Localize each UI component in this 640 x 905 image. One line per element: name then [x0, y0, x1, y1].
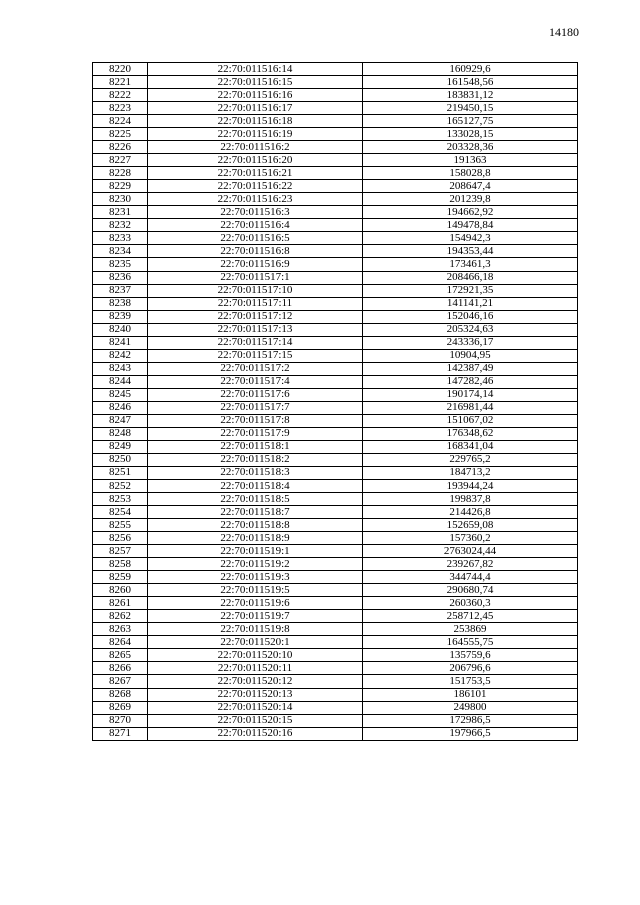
- cadastral-number-cell: 22:70:011517:14: [148, 336, 363, 349]
- cadastral-value-cell: 253869: [363, 623, 578, 636]
- row-number-cell: 8265: [93, 649, 148, 662]
- row-number-cell: 8263: [93, 623, 148, 636]
- cadastral-value-cell: 152659,08: [363, 519, 578, 532]
- table-row: [93, 258, 578, 271]
- table-row: [93, 349, 578, 362]
- table-row: [93, 76, 578, 89]
- table-row: [93, 610, 578, 623]
- row-number-cell: 8224: [93, 115, 148, 128]
- row-number-cell: 8251: [93, 466, 148, 479]
- row-number-cell: 8222: [93, 89, 148, 102]
- cadastral-number-cell: 22:70:011517:1: [148, 271, 363, 284]
- row-number-cell: 8231: [93, 206, 148, 219]
- cadastral-value-cell: 216981,44: [363, 401, 578, 414]
- row-number-cell: 8247: [93, 414, 148, 427]
- table-row: [93, 310, 578, 323]
- row-number-cell: 8240: [93, 323, 148, 336]
- cadastral-value-cell: 344744,4: [363, 571, 578, 584]
- cadastral-number-cell: 22:70:011518:7: [148, 506, 363, 519]
- table-row: [93, 141, 578, 154]
- cadastral-number-cell: 22:70:011516:23: [148, 193, 363, 206]
- row-number-cell: 8220: [93, 63, 148, 76]
- table-row: [93, 466, 578, 479]
- table-row: [93, 545, 578, 558]
- cadastral-value-cell: 173461,3: [363, 258, 578, 271]
- table-row: [93, 453, 578, 466]
- cadastral-value-cell: 239267,82: [363, 558, 578, 571]
- cadastral-number-cell: 22:70:011517:9: [148, 427, 363, 440]
- table-row: [93, 63, 578, 76]
- row-number-cell: 8227: [93, 154, 148, 167]
- row-number-cell: 8264: [93, 636, 148, 649]
- cadastral-number-cell: 22:70:011518:1: [148, 440, 363, 453]
- cadastral-value-cell: 260360,3: [363, 597, 578, 610]
- cadastral-value-cell: 157360,2: [363, 532, 578, 545]
- cadastral-number-cell: 22:70:011516:5: [148, 232, 363, 245]
- cadastral-number-cell: 22:70:011520:11: [148, 662, 363, 675]
- table-row: [93, 271, 578, 284]
- cadastral-number-cell: 22:70:011516:8: [148, 245, 363, 258]
- cadastral-value-cell: 154942,3: [363, 232, 578, 245]
- row-number-cell: 8269: [93, 701, 148, 714]
- row-number-cell: 8235: [93, 258, 148, 271]
- table-row: [93, 480, 578, 493]
- cadastral-value-cell: 194662,92: [363, 206, 578, 219]
- cadastral-number-cell: 22:70:011516:22: [148, 180, 363, 193]
- table-row: [93, 532, 578, 545]
- row-number-cell: 8268: [93, 688, 148, 701]
- cadastral-number-cell: 22:70:011517:15: [148, 349, 363, 362]
- cadastral-number-cell: 22:70:011520:10: [148, 649, 363, 662]
- row-number-cell: 8249: [93, 440, 148, 453]
- cadastral-value-cell: 199837,8: [363, 493, 578, 506]
- cadastral-number-cell: 22:70:011517:6: [148, 388, 363, 401]
- cadastral-number-cell: 22:70:011517:10: [148, 284, 363, 297]
- cadastral-number-cell: 22:70:011518:2: [148, 453, 363, 466]
- cadastral-number-cell: 22:70:011518:9: [148, 532, 363, 545]
- cadastral-value-cell: 133028,15: [363, 128, 578, 141]
- cadastral-number-cell: 22:70:011519:8: [148, 623, 363, 636]
- cadastral-value-cell: 151067,02: [363, 414, 578, 427]
- table-row: [93, 714, 578, 727]
- cadastral-number-cell: 22:70:011517:2: [148, 362, 363, 375]
- table-row: [93, 180, 578, 193]
- cadastral-number-cell: 22:70:011517:8: [148, 414, 363, 427]
- row-number-cell: 8241: [93, 336, 148, 349]
- cadastral-value-cell: 160929,6: [363, 63, 578, 76]
- cadastral-value-cell: 172921,35: [363, 284, 578, 297]
- table-row: [93, 675, 578, 688]
- table-row: [93, 193, 578, 206]
- table-row: [93, 102, 578, 115]
- cadastral-value-cell: 164555,75: [363, 636, 578, 649]
- row-number-cell: 8250: [93, 453, 148, 466]
- cadastral-number-cell: 22:70:011517:12: [148, 310, 363, 323]
- cadastral-number-cell: 22:70:011519:2: [148, 558, 363, 571]
- row-number-cell: 8257: [93, 545, 148, 558]
- cadastral-value-cell: 152046,16: [363, 310, 578, 323]
- cadastral-number-cell: 22:70:011520:12: [148, 675, 363, 688]
- cadastral-value-cell: 151753,5: [363, 675, 578, 688]
- cadastral-value-cell: 194353,44: [363, 245, 578, 258]
- table-body: [93, 63, 578, 741]
- cadastral-number-cell: 22:70:011519:1: [148, 545, 363, 558]
- table-row: [93, 206, 578, 219]
- row-number-cell: 8255: [93, 519, 148, 532]
- row-number-cell: 8248: [93, 427, 148, 440]
- cadastral-number-cell: 22:70:011516:18: [148, 115, 363, 128]
- table-row: [93, 128, 578, 141]
- row-number-cell: 8221: [93, 76, 148, 89]
- table-row: [93, 623, 578, 636]
- cadastral-value-cell: 186101: [363, 688, 578, 701]
- cadastral-value-cell: 158028,8: [363, 167, 578, 180]
- row-number-cell: 8234: [93, 245, 148, 258]
- cadastral-number-cell: 22:70:011519:7: [148, 610, 363, 623]
- cadastral-value-cell: 135759,6: [363, 649, 578, 662]
- table-row: [93, 584, 578, 597]
- cadastral-value-cell: 168341,04: [363, 440, 578, 453]
- row-number-cell: 8270: [93, 714, 148, 727]
- cadastral-number-cell: 22:70:011516:3: [148, 206, 363, 219]
- row-number-cell: 8260: [93, 584, 148, 597]
- cadastral-number-cell: 22:70:011517:7: [148, 401, 363, 414]
- row-number-cell: 8267: [93, 675, 148, 688]
- cadastral-value-cell: 10904,95: [363, 349, 578, 362]
- table-row: [93, 688, 578, 701]
- cadastral-value-cell: 206796,6: [363, 662, 578, 675]
- row-number-cell: 8245: [93, 388, 148, 401]
- row-number-cell: 8261: [93, 597, 148, 610]
- cadastral-number-cell: 22:70:011520:14: [148, 701, 363, 714]
- table-row: [93, 493, 578, 506]
- table-row: [93, 388, 578, 401]
- cadastral-number-cell: 22:70:011519:6: [148, 597, 363, 610]
- cadastral-number-cell: 22:70:011516:19: [148, 128, 363, 141]
- row-number-cell: 8225: [93, 128, 148, 141]
- table-row: [93, 284, 578, 297]
- cadastral-value-cell: 176348,62: [363, 427, 578, 440]
- row-number-cell: 8254: [93, 506, 148, 519]
- cadastral-number-cell: 22:70:011520:1: [148, 636, 363, 649]
- cadastral-value-cell: 229765,2: [363, 453, 578, 466]
- table-row: [93, 323, 578, 336]
- cadastral-value-cell: 2763024,44: [363, 545, 578, 558]
- cadastral-value-cell: 208647,4: [363, 180, 578, 193]
- row-number-cell: 8259: [93, 571, 148, 584]
- cadastral-value-cell: 290680,74: [363, 584, 578, 597]
- cadastral-number-cell: 22:70:011518:4: [148, 480, 363, 493]
- cadastral-value-cell: 183831,12: [363, 89, 578, 102]
- table-row: [93, 362, 578, 375]
- row-number-cell: 8232: [93, 219, 148, 232]
- row-number-cell: 8244: [93, 375, 148, 388]
- table-row: [93, 440, 578, 453]
- row-number-cell: 8246: [93, 401, 148, 414]
- row-number-cell: 8233: [93, 232, 148, 245]
- table-row: [93, 427, 578, 440]
- table-row: [93, 232, 578, 245]
- table-row: [93, 89, 578, 102]
- cadastral-number-cell: 22:70:011518:8: [148, 519, 363, 532]
- cadastral-value-cell: 197966,5: [363, 727, 578, 740]
- cadastral-number-cell: 22:70:011517:4: [148, 375, 363, 388]
- table-row: [93, 219, 578, 232]
- row-number-cell: 8226: [93, 141, 148, 154]
- table-row: [93, 558, 578, 571]
- cadastral-number-cell: 22:70:011516:4: [148, 219, 363, 232]
- cadastral-number-cell: 22:70:011516:16: [148, 89, 363, 102]
- table-row: [93, 375, 578, 388]
- table-row: [93, 506, 578, 519]
- cadastral-number-cell: 22:70:011516:21: [148, 167, 363, 180]
- cadastral-number-cell: 22:70:011516:9: [148, 258, 363, 271]
- cadastral-number-cell: 22:70:011516:15: [148, 76, 363, 89]
- row-number-cell: 8237: [93, 284, 148, 297]
- row-number-cell: 8229: [93, 180, 148, 193]
- cadastral-number-cell: 22:70:011516:2: [148, 141, 363, 154]
- cadastral-value-cell: 161548,56: [363, 76, 578, 89]
- row-number-cell: 8262: [93, 610, 148, 623]
- table-row: [93, 336, 578, 349]
- cadastral-value-cell: 149478,84: [363, 219, 578, 232]
- cadastral-number-cell: 22:70:011518:3: [148, 466, 363, 479]
- table-row: [93, 636, 578, 649]
- cadastral-value-cell: 219450,15: [363, 102, 578, 115]
- table-row: [93, 167, 578, 180]
- cadastral-value-cell: 214426,8: [363, 506, 578, 519]
- row-number-cell: 8239: [93, 310, 148, 323]
- table-row: [93, 519, 578, 532]
- cadastral-value-cell: 141141,21: [363, 297, 578, 310]
- cadastral-value-cell: 205324,63: [363, 323, 578, 336]
- table-row: [93, 662, 578, 675]
- cadastral-value-cell: 172986,5: [363, 714, 578, 727]
- table-row: [93, 115, 578, 128]
- cadastral-value-cell: 193944,24: [363, 480, 578, 493]
- cadastral-value-cell: 208466,18: [363, 271, 578, 284]
- row-number-cell: 8258: [93, 558, 148, 571]
- cadastral-value-cell: 201239,8: [363, 193, 578, 206]
- cadastral-number-cell: 22:70:011519:5: [148, 584, 363, 597]
- table-row: [93, 649, 578, 662]
- table-row: [93, 154, 578, 167]
- row-number-cell: 8236: [93, 271, 148, 284]
- table-row: [93, 401, 578, 414]
- row-number-cell: 8223: [93, 102, 148, 115]
- cadastral-number-cell: 22:70:011518:5: [148, 493, 363, 506]
- table-row: [93, 701, 578, 714]
- table-row: [93, 571, 578, 584]
- cadastral-value-cell: 249800: [363, 701, 578, 714]
- cadastral-number-cell: 22:70:011519:3: [148, 571, 363, 584]
- table-row: [93, 297, 578, 310]
- table-row: [93, 414, 578, 427]
- table-row: [93, 727, 578, 740]
- row-number-cell: 8238: [93, 297, 148, 310]
- cadastral-value-cell: 243336,17: [363, 336, 578, 349]
- cadastral-number-cell: 22:70:011517:11: [148, 297, 363, 310]
- cadastral-number-cell: 22:70:011516:14: [148, 63, 363, 76]
- row-number-cell: 8253: [93, 493, 148, 506]
- table-row: [93, 245, 578, 258]
- cadastral-value-cell: 258712,45: [363, 610, 578, 623]
- cadastral-value-cell: 203328,36: [363, 141, 578, 154]
- cadastral-value-cell: 190174,14: [363, 388, 578, 401]
- cadastral-value-cell: 184713,2: [363, 466, 578, 479]
- cadastral-value-cell: 142387,49: [363, 362, 578, 375]
- cadastral-value-cell: 165127,75: [363, 115, 578, 128]
- cadastral-number-cell: 22:70:011520:15: [148, 714, 363, 727]
- cadastral-value-cell: 147282,46: [363, 375, 578, 388]
- page-number: 14180: [549, 25, 579, 39]
- cadastral-number-cell: 22:70:011516:17: [148, 102, 363, 115]
- cadastral-number-cell: 22:70:011516:20: [148, 154, 363, 167]
- row-number-cell: 8228: [93, 167, 148, 180]
- row-number-cell: 8256: [93, 532, 148, 545]
- row-number-cell: 8266: [93, 662, 148, 675]
- cadastral-number-cell: 22:70:011517:13: [148, 323, 363, 336]
- table-row: [93, 597, 578, 610]
- row-number-cell: 8230: [93, 193, 148, 206]
- row-number-cell: 8252: [93, 480, 148, 493]
- cadastral-number-cell: 22:70:011520:13: [148, 688, 363, 701]
- cadastral-value-cell: 191363: [363, 154, 578, 167]
- cadastral-number-cell: 22:70:011520:16: [148, 727, 363, 740]
- row-number-cell: 8271: [93, 727, 148, 740]
- cadastral-value-table: [92, 62, 578, 741]
- row-number-cell: 8242: [93, 349, 148, 362]
- row-number-cell: 8243: [93, 362, 148, 375]
